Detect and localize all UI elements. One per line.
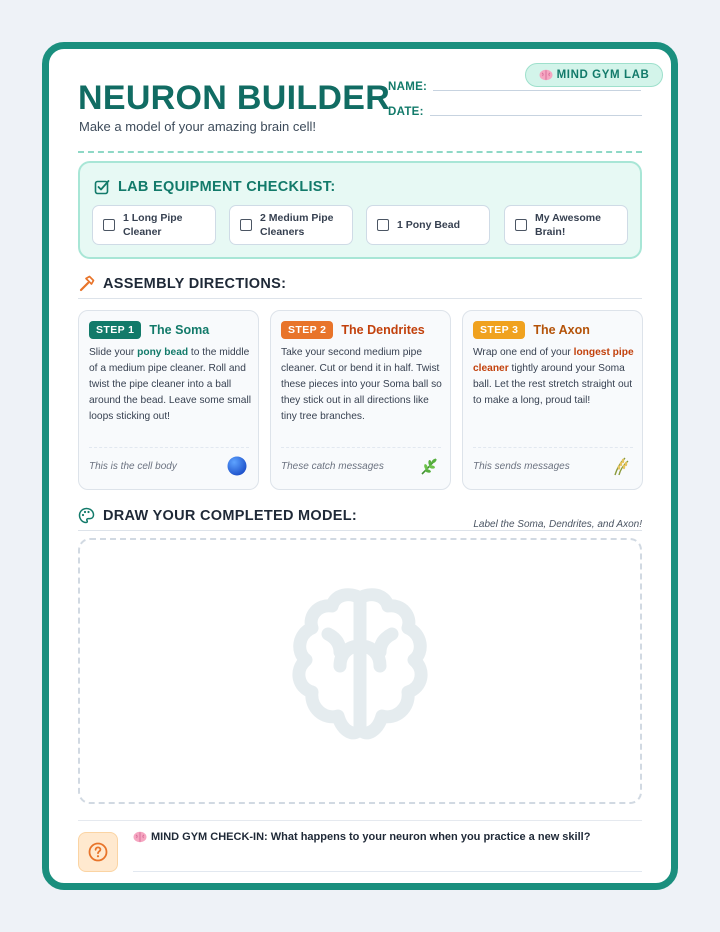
step-name: The Dendrites	[341, 323, 425, 337]
step-footer-divider	[281, 447, 441, 448]
equipment-checklist	[78, 161, 642, 259]
step-footer-divider	[89, 447, 249, 448]
question-badge	[78, 832, 118, 872]
name-line[interactable]	[433, 90, 641, 91]
checkbox[interactable]	[240, 219, 252, 231]
page-subtitle: Make a model of your amazing brain cell!	[79, 119, 317, 134]
step-footer-divider	[473, 447, 633, 448]
step-highlight: pony bead	[137, 347, 189, 358]
brain-emoji-icon	[133, 831, 147, 843]
equipment-item-label: 1 Long Pipe Cleaner	[123, 212, 183, 238]
step-pill: STEP 2	[281, 321, 333, 339]
equipment-item-label: 1 Pony Bead	[397, 219, 461, 231]
checkin-question	[133, 831, 590, 843]
equipment-item-medium-pipe-cleaners[interactable]	[229, 205, 353, 245]
date-line[interactable]	[430, 115, 642, 116]
draw-divider	[78, 530, 642, 531]
name-field	[388, 81, 641, 93]
checkin-divider	[78, 820, 642, 821]
worksheet	[42, 42, 678, 890]
step-text: to the middle of a medium pipe cleaner. Roll and twist the pipe cleaner into a ball around the bead. Leave some small loops sticking out!	[89, 347, 251, 422]
step-name: The Axon	[533, 323, 590, 337]
question-circle-icon	[88, 842, 108, 862]
checkbox[interactable]	[103, 219, 115, 231]
drawing-area[interactable]	[78, 538, 642, 804]
checkbox-check-icon	[94, 179, 110, 195]
step-pill: STEP 3	[473, 321, 525, 339]
checkbox[interactable]	[377, 219, 389, 231]
step-text: Slide your	[89, 347, 138, 358]
page-title: NEURON BUILDER	[78, 79, 391, 117]
date-label: DATE:	[388, 106, 424, 118]
name-label: NAME:	[388, 81, 428, 93]
step-highlight: longest pipe cleaner	[473, 347, 634, 374]
equipment-title: LAB EQUIPMENT CHECKLIST:	[118, 179, 336, 195]
step-instructions	[89, 345, 251, 425]
rice-stalk-icon	[610, 455, 632, 477]
equipment-heading	[94, 179, 335, 195]
step-text: tightly around your Soma ball. Let the rest stretch straight out to make a long, proud tail!	[473, 363, 633, 406]
assembly-heading	[78, 275, 286, 292]
assembly-divider	[78, 298, 642, 299]
herb-leaf-icon	[418, 455, 440, 477]
draw-instruction-note: Label the Soma, Dendrites, and Axon!	[473, 519, 642, 530]
assembly-title: ASSEMBLY DIRECTIONS:	[103, 275, 287, 292]
step-card-dendrites	[270, 310, 451, 490]
hammer-icon	[78, 275, 95, 292]
date-field	[388, 106, 642, 118]
step-footer: These catch messages	[281, 461, 384, 472]
step-footer: This is the cell body	[89, 461, 177, 472]
step-name: The Soma	[149, 323, 210, 337]
equipment-item-label: 2 Medium Pipe Cleaners	[260, 212, 334, 238]
step-instructions	[473, 345, 635, 409]
badge-label: MIND GYM LAB	[556, 69, 650, 81]
blue-circle-icon	[226, 455, 248, 477]
answer-line[interactable]	[133, 871, 642, 872]
draw-heading	[78, 507, 357, 524]
draw-title: DRAW YOUR COMPLETED MODEL:	[103, 507, 358, 524]
step-card-axon	[462, 310, 643, 490]
step-header	[473, 321, 590, 339]
step-footer: This sends messages	[473, 461, 570, 472]
equipment-item-pony-bead[interactable]	[366, 205, 490, 245]
equipment-item-awesome-brain[interactable]	[504, 205, 628, 245]
step-instructions: Take your second medium pipe cleaner. Cut or bend it in half. Twist these pieces into your Soma ball so they stick out in all directions like tiny tree branches.	[281, 347, 442, 422]
checkin-text: MIND GYM CHECK-IN: What happens to your neuron when you practice a new skill?	[151, 831, 591, 843]
equipment-item-label: My Awesome Brain!	[535, 212, 601, 238]
step-pill: STEP 1	[89, 321, 141, 339]
equipment-item-long-pipe-cleaner[interactable]	[92, 205, 216, 245]
step-card-soma	[78, 310, 259, 490]
checkbox[interactable]	[515, 219, 527, 231]
brain-emoji-icon	[539, 69, 553, 81]
palette-icon	[78, 507, 95, 524]
step-header	[281, 321, 425, 339]
brain-outline-icon	[280, 588, 440, 748]
step-text: Wrap one end of your	[473, 347, 574, 358]
header-divider	[78, 151, 642, 153]
step-header	[89, 321, 209, 339]
